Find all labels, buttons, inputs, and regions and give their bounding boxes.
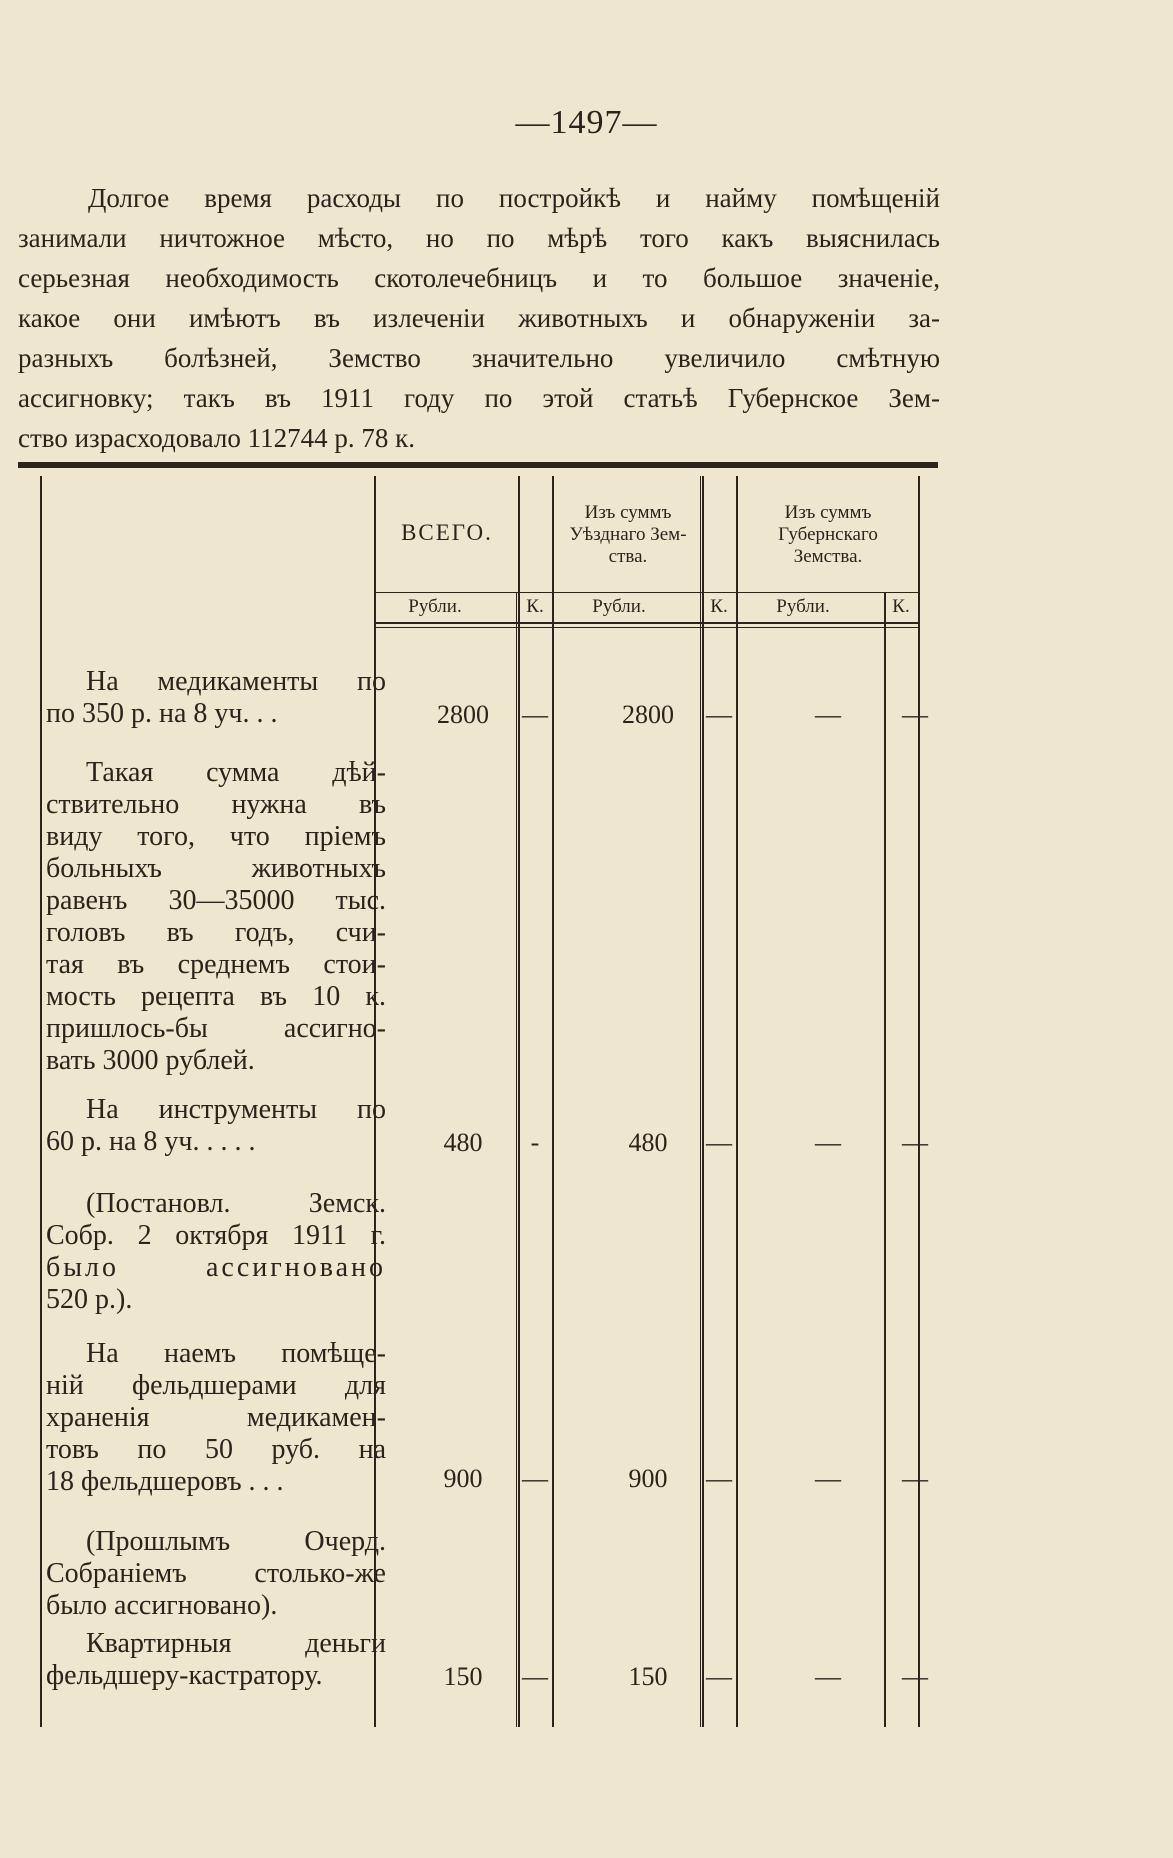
desc-line: На медикаменты по [86, 666, 386, 697]
desc-line: ній фельдшерами для [46, 1370, 386, 1401]
desc-line: 520 р.). [46, 1284, 133, 1315]
col-divider [516, 592, 517, 1727]
desc-line: ствительно нужна въ [46, 789, 386, 820]
total-rubles: 2800 [437, 700, 489, 729]
desc-line: фельдшеру-кастратору. [46, 1660, 323, 1691]
desc-line: (Прошлымъ Очерд. [86, 1526, 386, 1557]
gubern-rubles: — [815, 700, 841, 729]
header-uezd [554, 502, 702, 568]
total-kopecks: - [530, 1128, 540, 1157]
gubern-kopecks: — [902, 1662, 928, 1691]
uezd-kopecks: — [706, 1662, 732, 1691]
col-divider [702, 476, 704, 1727]
gubern-kopecks: — [902, 1464, 928, 1493]
header-total: ВСЕГО. [401, 520, 493, 545]
header-line: Губернскаго [778, 524, 878, 545]
row-description [46, 1526, 386, 1622]
desc-line: больныхъ животныхъ [46, 853, 386, 884]
desc-line: было ассигновано [46, 1252, 386, 1283]
row-description [46, 666, 386, 730]
row-description [46, 1628, 386, 1692]
total-kopecks: — [522, 1662, 548, 1691]
desc-line: храненія медикамен- [46, 1402, 386, 1433]
header-gubern [738, 502, 918, 568]
page-number: —1497— [515, 104, 658, 141]
header-line: Изъ суммъ [784, 502, 872, 523]
col-divider [518, 476, 520, 1727]
intro-line: ассигновку; такъ въ 1911 году по этой статьѣ Губернское Зем- [18, 383, 940, 413]
desc-line: 18 фельдшеровъ . . . [46, 1466, 284, 1497]
row-description [46, 1094, 386, 1158]
intro-line: Долгое время расходы по постройкѣ и найму помѣщеній [88, 183, 940, 213]
gubern-kopecks: — [902, 1128, 928, 1157]
table-top-rule [18, 462, 938, 468]
intro-line: ство израсходовало 112744 р. 78 к. [18, 423, 415, 453]
uezd-kopecks: — [706, 1128, 732, 1157]
desc-line: мость рецепта въ 10 к. [46, 981, 386, 1012]
total-rubles: 900 [443, 1464, 483, 1493]
col-divider [884, 592, 886, 1727]
intro-paragraph [18, 178, 940, 458]
intro-line: какое они имѣютъ въ излеченіи животныхъ и обнаруженіи за- [18, 303, 940, 333]
header-line: Изъ суммъ [584, 502, 672, 523]
desc-line: Собр. 2 октября 1911 г. [46, 1220, 386, 1251]
uezd-kopecks: — [706, 1464, 732, 1493]
row-description [46, 1338, 386, 1498]
budget-table [18, 462, 938, 1727]
header-line: Земства. [793, 546, 863, 567]
total-rubles: 480 [443, 1128, 483, 1157]
gubern-rubles: — [815, 1662, 841, 1691]
desc-line: по 350 р. на 8 уч. . . [46, 698, 278, 729]
header-rule [374, 592, 920, 593]
desc-line: пришлось-бы ассигно- [46, 1013, 386, 1044]
desc-line: виду того, что пріемъ [46, 821, 386, 852]
desc-line: Такая сумма дѣй- [86, 757, 386, 788]
subheader-kopecks: К. [892, 596, 910, 617]
desc-line: равенъ 30—35000 тыс. [46, 885, 386, 916]
desc-line: Собраніемъ столько-же [46, 1558, 386, 1589]
desc-line: На инструменты по [86, 1094, 386, 1125]
col-divider [40, 476, 42, 1727]
subheader-rubles: Рубли. [408, 596, 462, 617]
col-divider [552, 476, 554, 1727]
subheader-rubles: Рубли. [592, 596, 646, 617]
subheader-kopecks: К. [526, 596, 544, 617]
desc-line: тая въ среднемъ стои- [46, 949, 386, 980]
header-line: Уѣзднаго Зем- [569, 524, 687, 545]
intro-line: серьезная необходимость скотолечебницъ и то большое значеніе, [18, 263, 940, 293]
subheader-rubles: Рубли. [776, 596, 830, 617]
header-line: ства. [608, 546, 648, 567]
desc-line: головъ въ годъ, счи- [46, 917, 386, 948]
subheader-kopecks: К. [710, 596, 728, 617]
desc-line: товъ по 50 руб. на [46, 1434, 386, 1465]
uezd-rubles: 150 [628, 1662, 668, 1691]
col-divider [918, 476, 920, 1727]
uezd-kopecks: — [706, 700, 732, 729]
intro-line: занимали ничтожное мѣсто, но по мѣрѣ того какъ выяснилась [18, 223, 940, 253]
header-rule [374, 622, 920, 624]
desc-line: На наемъ помѣще- [86, 1338, 386, 1369]
desc-line: было ассигновано). [46, 1590, 278, 1621]
uezd-rubles: 480 [628, 1128, 668, 1157]
gubern-rubles: — [815, 1128, 841, 1157]
desc-line: (Постановл. Земск. [86, 1188, 386, 1219]
gubern-rubles: — [815, 1464, 841, 1493]
desc-line: 60 р. на 8 уч. . . . . [46, 1126, 256, 1157]
intro-line: разныхъ болѣзней, Земство значительно увеличило смѣтную [18, 343, 940, 373]
total-kopecks: — [522, 1464, 548, 1493]
row-description [46, 757, 386, 1077]
row-description [46, 1188, 386, 1316]
total-rubles: 150 [443, 1662, 483, 1691]
col-divider [736, 476, 738, 1727]
uezd-rubles: 2800 [622, 700, 674, 729]
total-kopecks: — [522, 700, 548, 729]
desc-line: Квартирныя деньги [86, 1628, 386, 1659]
uezd-rubles: 900 [628, 1464, 668, 1493]
gubern-kopecks: — [902, 700, 928, 729]
desc-line: вать 3000 рублей. [46, 1045, 255, 1076]
header-rule [374, 627, 920, 628]
col-divider [700, 476, 701, 1727]
